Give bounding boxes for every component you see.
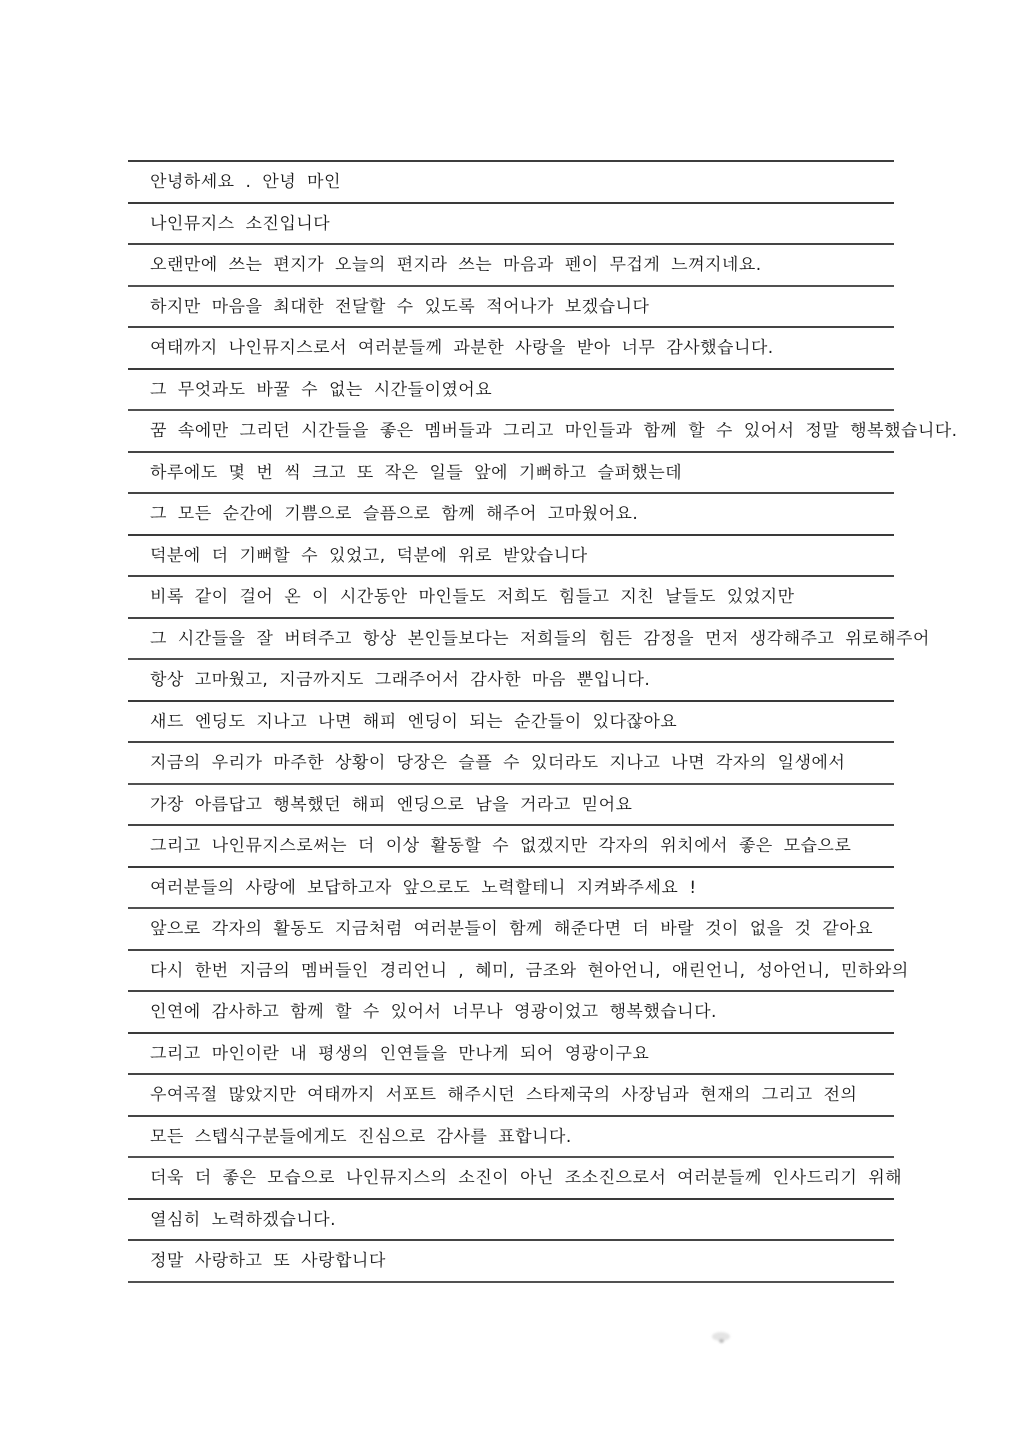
letter-line-text: 덕분에 더 기뻐할 수 있었고, 덕분에 위로 받았습니다: [149, 545, 588, 566]
letter-line-text: 여태까지 나인뮤지스로서 여러분들께 과분한 사랑을 받아 너무 감사했습니다.: [149, 338, 774, 359]
letter-line: [128, 826, 894, 868]
letter-line: [128, 204, 894, 246]
letter-line: [128, 162, 894, 204]
letter-line: [128, 370, 894, 412]
letter-line: [128, 785, 894, 827]
letter-line-text: 새드 엔딩도 지나고 나면 해피 엔딩이 되는 순간들이 있다잖아요: [149, 711, 678, 732]
ruled-lines: [128, 160, 958, 1283]
letter-line: [128, 743, 894, 785]
letter-line: [128, 1200, 894, 1242]
letter-line-text: 그리고 나인뮤지스로써는 더 이상 활동할 수 없겠지만 각자의 위치에서 좋은 모습으로: [149, 836, 852, 857]
letter-line-text: 그리고 마인이란 내 평생의 인연들을 만나게 되어 영광이구요: [149, 1043, 650, 1064]
letter-line: [128, 1117, 894, 1159]
smudge-mark: [712, 1332, 730, 1341]
letter-line: [128, 909, 894, 951]
letter-line-text: 더욱 더 좋은 모습으로 나인뮤지스의 소진이 아닌 조소진으로서 여러분들께 인사드리기 위해: [149, 1168, 903, 1189]
letter-line-text: 지금의 우리가 마주한 상황이 당장은 슬플 수 있더라도 지나고 나면 각자의 일생에서: [149, 753, 846, 774]
letter-line: [128, 453, 894, 495]
letter-line: [128, 287, 894, 329]
letter-line-text: 우여곡절 많았지만 여태까지 서포트 해주시던 스타제국의 사장님과 현재의 그리고 전의: [149, 1085, 858, 1106]
letter-line-text: 그 모든 순간에 기쁨으로 슬픔으로 함께 해주어 고마웠어요.: [149, 504, 639, 525]
letter-line: [128, 660, 894, 702]
letter-line-text: 여러분들의 사랑에 보답하고자 앞으로도 노력할테니 지켜봐주세요 !: [149, 877, 697, 898]
letter-line-text: 다시 한번 지금의 멤버들인 경리언니 , 혜미, 금조와 현아언니, 애린언니, 성아언니, 민하와의: [149, 960, 909, 981]
letter-line-text: 열심히 노력하겠습니다.: [149, 1209, 337, 1230]
letter-line-text: 안녕하세요 . 안녕 마인: [149, 172, 342, 193]
letter-line-text: 비록 같이 걸어 온 이 시간동안 마인들도 저희도 힘들고 지친 날들도 있었지만: [149, 587, 795, 608]
letter-line: [128, 245, 894, 287]
letter-line: [128, 992, 894, 1034]
letter-line-text: 정말 사랑하고 또 사랑합니다: [149, 1251, 386, 1272]
letter-line: [128, 868, 894, 910]
letter-line: [128, 411, 958, 453]
letter-line-text: 꿈 속에만 그리던 시간들을 좋은 멤버들과 그리고 마인들과 함께 할 수 있어서 정말 행복했습니다.: [149, 421, 958, 442]
letter-line: [128, 1241, 894, 1283]
letter-line-text: 모든 스텝식구분들에게도 진심으로 감사를 표합니다.: [149, 1126, 572, 1147]
letter-line-text: 하루에도 몇 번 씩 크고 또 작은 일들 앞에 기뻐하고 슬퍼했는데: [149, 462, 683, 483]
letter-line: [128, 328, 894, 370]
letter-line: [128, 536, 894, 578]
letter-line-text: 인연에 감사하고 함께 할 수 있어서 너무나 영광이었고 행복했습니다.: [149, 1002, 718, 1023]
letter-line-text: 가장 아름답고 행복했던 해피 엔딩으로 남을 거라고 믿어요: [149, 794, 633, 815]
letter-line: [128, 702, 894, 744]
letter-line-text: 앞으로 각자의 활동도 지금처럼 여러분들이 함께 해준다면 더 바랄 것이 없을 것 같아요: [149, 919, 874, 940]
letter-line: [128, 1034, 894, 1076]
letter-line: [128, 1158, 903, 1200]
letter-line: [128, 1075, 894, 1117]
letter-line-text: 그 무엇과도 바꿀 수 없는 시간들이였어요: [149, 379, 493, 400]
letter-line-text: 나인뮤지스 소진입니다: [149, 213, 331, 234]
letter-line: [128, 951, 909, 993]
letter-line: [128, 577, 894, 619]
letter-line-text: 항상 고마웠고, 지금까지도 그래주어서 감사한 마음 뿐입니다.: [149, 670, 651, 691]
letter-line-text: 그 시간들을 잘 버텨주고 항상 본인들보다는 저희들의 힘든 감정을 먼저 생각해주고 위로해주어: [149, 628, 930, 649]
letter-line: [128, 619, 930, 661]
letter-line-text: 하지만 마음을 최대한 전달할 수 있도록 적어나가 보겠습니다: [149, 296, 650, 317]
letter-line-text: 오랜만에 쓰는 편지가 오늘의 편지라 쓰는 마음과 펜이 무겁게 느껴지네요.: [149, 255, 762, 276]
letter-line: [128, 494, 894, 536]
